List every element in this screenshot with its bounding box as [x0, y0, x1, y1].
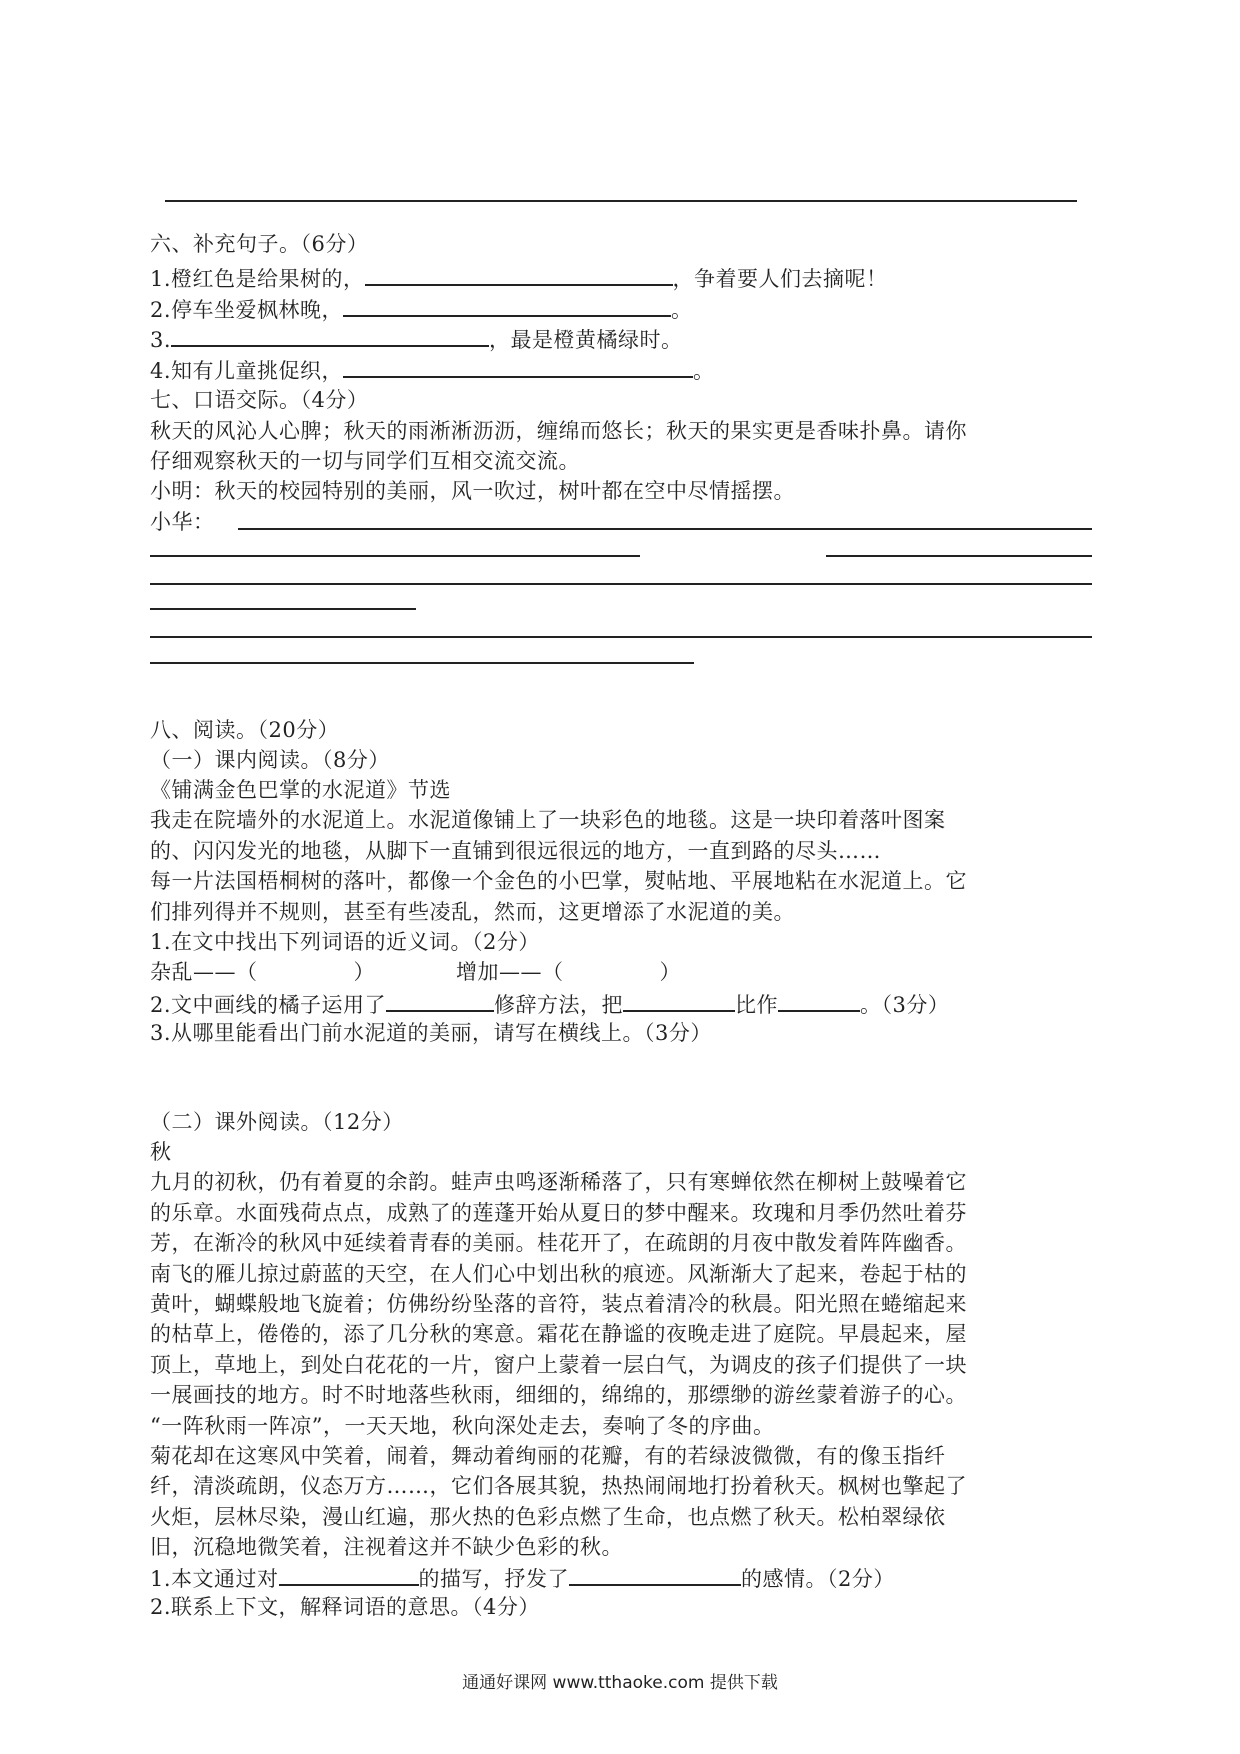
- download-footer: 通通好课网 www.tthaoke.com 提供下载: [462, 1673, 778, 1693]
- section6-q1: [150, 262, 888, 294]
- q2-suffix: 。: [671, 298, 693, 322]
- section7-para-line1: 秋天的风沁人心脾；秋天的雨淅淅沥沥，缠绵而悠长；秋天的果实更是香味扑鼻。请你: [150, 419, 967, 443]
- p1-q2-part-d: 。（3分）: [860, 993, 950, 1017]
- synonym-a-label: 杂乱——（: [150, 960, 258, 984]
- comparison-blank[interactable]: [778, 988, 860, 1012]
- xiaoming-line: 小明：秋天的校园特别的美丽，风一吹过，树叶都在空中尽情摇摆。: [150, 479, 795, 503]
- q4-prefix: 4.知有儿童挑促织，: [150, 359, 344, 383]
- q1-prefix: 1.橙红色是给果树的，: [150, 267, 365, 291]
- p2-question1: [150, 1562, 895, 1594]
- q2-prefix: 2.停车坐爱枫林晚，: [150, 298, 344, 322]
- object-blank[interactable]: [623, 988, 735, 1012]
- q4-answer-blank[interactable]: [343, 354, 693, 378]
- section7-para-line2: 仔细观察秋天的一切与同学们互相交流交流。: [150, 449, 580, 473]
- passage2-line: 的枯草上，倦倦的，添了几分秋的寒意。霜花在静谧的夜晚走进了庭院。早晨起来，屋: [150, 1322, 967, 1346]
- passage2-line: 火炬，层林尽染，漫山红遍，那火热的色彩点燃了生命，也点燃了秋天。松柏翠绿依: [150, 1505, 946, 1529]
- p1-q1-synonym-a: [150, 957, 375, 987]
- q3-prefix: 3.: [150, 328, 172, 352]
- passage2-line: 菊花却在这寒风中笑着，闹着，舞动着绚丽的花瓣，有的若绿波微微，有的像玉指纤: [150, 1444, 946, 1468]
- p1-q2-part-a: 2.文中画线的橘子运用了: [150, 993, 387, 1017]
- q4-suffix: 。: [693, 359, 715, 383]
- description-blank[interactable]: [279, 1562, 419, 1586]
- section7-title: 七、口语交际。（4分）: [150, 388, 369, 412]
- p1-question1: 1.在文中找出下列词语的近义词。（2分）: [150, 930, 540, 954]
- section6-title: 六、补充句子。（6分）: [150, 232, 369, 256]
- p2-question2: 2.联系上下文，解释词语的意思。（4分）: [150, 1595, 540, 1619]
- section6-q3: [150, 323, 683, 355]
- passage2-line: 南飞的雁儿掠过蔚蓝的天空，在人们心中划出秋的痕迹。风渐渐大了起来，卷起于枯的: [150, 1262, 967, 1286]
- passage2-line: 一展画技的地方。时不时地落些秋雨，细细的，绵绵的，那缥缈的游丝蒙着游子的心。: [150, 1383, 967, 1407]
- xiaohua-answer-line-3[interactable]: [150, 583, 1092, 585]
- q1-answer-blank[interactable]: [365, 262, 673, 286]
- passage2-line: 纤，清淡疏朗，仪态万方……，它们各展其貌，热热闹闹地打扮着秋天。枫树也擎起了: [150, 1474, 967, 1498]
- passage2-line: “一阵秋雨一阵凉”，一天天地，秋向深处走去，奏响了冬的序曲。: [150, 1414, 775, 1438]
- xiaohua-answer-line-4[interactable]: [150, 608, 416, 610]
- passage2-line: 旧，沉稳地微笑着，注视着这并不缺少色彩的秋。: [150, 1535, 623, 1559]
- section6-q4: [150, 354, 715, 386]
- passage1-title: 《铺满金色巴掌的水泥道》节选: [150, 778, 451, 802]
- p1-q1-synonym-b: [456, 957, 681, 987]
- q1-suffix: ，争着要人们去摘呢！: [672, 267, 888, 291]
- synonym-b-close: ）: [659, 960, 681, 984]
- top-answer-line: [165, 200, 1077, 202]
- passage2-line: 的乐章。水面残荷点点，成熟了的莲蓬开始从夏日的梦中醒来。玫瑰和月季仍然吐着芬: [150, 1201, 967, 1225]
- xiaohua-answer-line-2a[interactable]: [150, 555, 640, 557]
- xiaohua-answer-line-5[interactable]: [150, 636, 1092, 638]
- p1-q2-part-c: 比作: [735, 993, 779, 1017]
- passage1-line: 们排列得并不规则，甚至有些凌乱，然而，这更增添了水泥道的美。: [150, 900, 795, 924]
- synonym-b-label: 增加——（: [456, 960, 564, 984]
- part2-title: （二）课外阅读。（12分）: [150, 1110, 404, 1134]
- q3-answer-blank[interactable]: [171, 323, 489, 347]
- passage2-line: 九月的初秋，仍有着夏的余韵。蛙声虫鸣逐渐稀落了，只有寒蝉依然在柳树上鼓噪着它: [150, 1170, 967, 1194]
- passage1-line: 每一片法国梧桐树的落叶，都像一个金色的小巴掌，熨帖地、平展地粘在水泥道上。它: [150, 869, 967, 893]
- p2-q1-part-c: 的感情。（2分）: [741, 1567, 895, 1591]
- passage2-title: 秋: [150, 1140, 172, 1164]
- q3-suffix: ，最是橙黄橘绿时。: [489, 328, 683, 352]
- q2-answer-blank[interactable]: [343, 293, 671, 317]
- section6-q2: [150, 293, 693, 325]
- p2-q1-part-a: 1.本文通过对: [150, 1567, 279, 1591]
- xiaohua-answer-line-2b[interactable]: [826, 555, 1092, 557]
- part1-title: （一）课内阅读。（8分）: [150, 748, 390, 772]
- p2-q1-part-b: 的描写，抒发了: [418, 1567, 570, 1591]
- passage2-line: 顶上，草地上，到处白花花的一片，窗户上蒙着一层白气，为调皮的孩子们提供了一块: [150, 1353, 967, 1377]
- xiaohua-label: 小华：: [150, 510, 215, 534]
- section8-title: 八、阅读。（20分）: [150, 718, 340, 742]
- passage1-line: 的、闪闪发光的地毯，从脚下一直铺到很远很远的地方，一直到路的尽头……: [150, 839, 881, 863]
- p1-question2: [150, 988, 949, 1020]
- passage1-line: 我走在院墙外的水泥道上。水泥道像铺上了一块彩色的地毯。这是一块印着落叶图案: [150, 808, 946, 832]
- feeling-blank[interactable]: [569, 1562, 741, 1586]
- passage2-line: 黄叶，蝴蝶般地飞旋着；仿佛纷纷坠落的音符，装点着清冷的秋晨。阳光照在蜷缩起来: [150, 1292, 967, 1316]
- passage2-line: 芳，在渐冷的秋风中延续着青春的美丽。桂花开了，在疏朗的月夜中散发着阵阵幽香。: [150, 1231, 967, 1255]
- xiaohua-answer-line-6[interactable]: [150, 662, 694, 664]
- rhetoric-blank[interactable]: [386, 988, 494, 1012]
- p1-question3: 3.从哪里能看出门前水泥道的美丽，请写在横线上。（3分）: [150, 1021, 712, 1045]
- synonym-a-close: ）: [353, 960, 375, 984]
- p1-q2-part-b: 修辞方法，把: [494, 993, 624, 1017]
- xiaohua-answer-line-1[interactable]: [238, 528, 1092, 530]
